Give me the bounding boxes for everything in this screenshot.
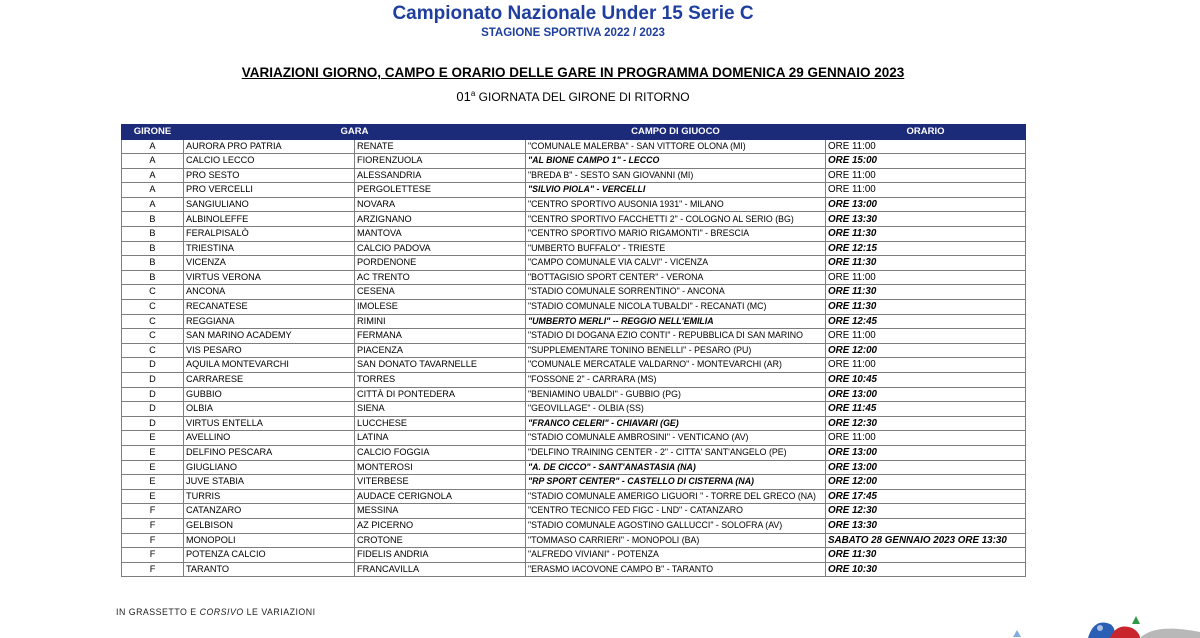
field-cell: "CENTRO SPORTIVO AUSONIA 1931" - MILANO	[526, 197, 826, 212]
table-row	[122, 533, 1026, 548]
away-team-cell: FERMANA	[355, 329, 526, 344]
table-row	[122, 285, 1026, 300]
girone-cell: B	[122, 270, 184, 285]
away-team-cell: ARZIGNANO	[355, 212, 526, 227]
away-team-cell: FIDELIS ANDRIA	[355, 548, 526, 563]
girone-cell: F	[122, 518, 184, 533]
girone-cell: E	[122, 445, 184, 460]
home-team-cell: GELBISON	[184, 518, 355, 533]
away-team-cell: LUCCHESE	[355, 416, 526, 431]
home-team-cell: OLBIA	[184, 402, 355, 417]
girone-cell: D	[122, 373, 184, 388]
home-team-cell: SANGIULIANO	[184, 197, 355, 212]
time-cell: ORE 13:00	[826, 197, 1026, 212]
field-cell: "STADIO COMUNALE SORRENTINO" - ANCONA	[526, 285, 826, 300]
table-row	[122, 300, 1026, 315]
time-cell: ORE 11:00	[826, 358, 1026, 373]
girone-cell: C	[122, 343, 184, 358]
away-team-cell: MESSINA	[355, 504, 526, 519]
away-team-cell: CALCIO PADOVA	[355, 241, 526, 256]
away-team-cell: PIACENZA	[355, 343, 526, 358]
home-team-cell: VIS PESARO	[184, 343, 355, 358]
time-cell: ORE 11:00	[826, 183, 1026, 198]
table-row	[122, 154, 1026, 169]
home-team-cell: REGGIANA	[184, 314, 355, 329]
table-row	[122, 562, 1026, 577]
time-cell: ORE 17:45	[826, 489, 1026, 504]
header-campo: CAMPO DI GIUOCO	[526, 125, 826, 140]
girone-cell: D	[122, 416, 184, 431]
table-row	[122, 139, 1026, 154]
away-team-cell: FIORENZUOLA	[355, 154, 526, 169]
home-team-cell: TRIESTINA	[184, 241, 355, 256]
field-cell: "STADIO COMUNALE AGOSTINO GALLUCCI" - SOLOFRA (AV)	[526, 518, 826, 533]
home-team-cell: DELFINO PESCARA	[184, 445, 355, 460]
field-cell: "TOMMASO CARRIERI" - MONOPOLI (BA)	[526, 533, 826, 548]
home-team-cell: VICENZA	[184, 256, 355, 271]
time-cell: ORE 12:00	[826, 343, 1026, 358]
girone-cell: D	[122, 358, 184, 373]
field-cell: "COMUNALE MALERBA" - SAN VITTORE OLONA (MI)	[526, 139, 826, 154]
table-row	[122, 402, 1026, 417]
girone-cell: B	[122, 256, 184, 271]
legend-note-italic: CORSIVO	[199, 607, 244, 617]
girone-cell: A	[122, 183, 184, 198]
round-text: GIORNATA DEL GIRONE DI RITORNO	[475, 90, 690, 104]
legend-note	[116, 607, 316, 617]
table-row	[122, 416, 1026, 431]
away-team-cell: AUDACE CERIGNOLA	[355, 489, 526, 504]
time-cell: ORE 13:00	[826, 460, 1026, 475]
table-row	[122, 227, 1026, 242]
away-team-cell: NOVARA	[355, 197, 526, 212]
home-team-cell: SAN MARINO ACADEMY	[184, 329, 355, 344]
field-cell: "UMBERTO BUFFALO" - TRIESTE	[526, 241, 826, 256]
away-team-cell: PORDENONE	[355, 256, 526, 271]
home-team-cell: CATANZARO	[184, 504, 355, 519]
table-row	[122, 387, 1026, 402]
home-team-cell: TURRIS	[184, 489, 355, 504]
time-cell: ORE 13:00	[826, 387, 1026, 402]
girone-cell: A	[122, 154, 184, 169]
away-team-cell: VITERBESE	[355, 475, 526, 490]
legend-note-part1: IN GRASSETTO E	[116, 607, 200, 617]
time-cell: ORE 11:30	[826, 300, 1026, 315]
field-cell: "A. DE CICCO" - SANT'ANASTASIA (NA)	[526, 460, 826, 475]
away-team-cell: CESENA	[355, 285, 526, 300]
girone-cell: B	[122, 212, 184, 227]
time-cell: ORE 13:30	[826, 212, 1026, 227]
time-cell: ORE 11:30	[826, 285, 1026, 300]
field-cell: "AL BIONE CAMPO 1" - LECCO	[526, 154, 826, 169]
home-team-cell: ANCONA	[184, 285, 355, 300]
table-row	[122, 212, 1026, 227]
home-team-cell: RECANATESE	[184, 300, 355, 315]
table-row	[122, 168, 1026, 183]
table-row	[122, 343, 1026, 358]
field-cell: "UMBERTO MERLI" -- REGGIO NELL'EMILIA	[526, 314, 826, 329]
table-row	[122, 183, 1026, 198]
home-team-cell: ALBINOLEFFE	[184, 212, 355, 227]
home-team-cell: CALCIO LECCO	[184, 154, 355, 169]
time-cell: ORE 10:30	[826, 562, 1026, 577]
away-team-cell: IMOLESE	[355, 300, 526, 315]
field-cell: "STADIO COMUNALE NICOLA TUBALDI" - RECANATI (MC)	[526, 300, 826, 315]
home-team-cell: PRO SESTO	[184, 168, 355, 183]
home-team-cell: TARANTO	[184, 562, 355, 577]
field-cell: "ERASMO IACOVONE CAMPO B" - TARANTO	[526, 562, 826, 577]
time-cell: ORE 11:00	[826, 139, 1026, 154]
time-cell: ORE 11:45	[826, 402, 1026, 417]
away-team-cell: RENATE	[355, 139, 526, 154]
federation-logo-icon	[1070, 614, 1200, 638]
time-cell: ORE 11:00	[826, 168, 1026, 183]
table-row	[122, 314, 1026, 329]
table-row	[122, 445, 1026, 460]
girone-cell: B	[122, 227, 184, 242]
home-team-cell: VIRTUS VERONA	[184, 270, 355, 285]
girone-cell: C	[122, 300, 184, 315]
girone-cell: E	[122, 489, 184, 504]
home-team-cell: POTENZA CALCIO	[184, 548, 355, 563]
time-cell: ORE 13:30	[826, 518, 1026, 533]
field-cell: "STADIO DI DOGANA EZIO CONTI" - REPUBBLICA DI SAN MARINO	[526, 329, 826, 344]
girone-cell: E	[122, 431, 184, 446]
time-cell: ORE 13:00	[826, 445, 1026, 460]
table-row	[122, 329, 1026, 344]
away-team-cell: AC TRENTO	[355, 270, 526, 285]
home-team-cell: PRO VERCELLI	[184, 183, 355, 198]
field-cell: "SILVIO PIOLA" - VERCELLI	[526, 183, 826, 198]
girone-cell: F	[122, 562, 184, 577]
field-cell: "COMUNALE MERCATALE VALDARNO" - MONTEVARCHI (AR)	[526, 358, 826, 373]
round-number: 01	[456, 89, 471, 104]
variations-headline: VARIAZIONI GIORNO, CAMPO E ORARIO DELLE GARE IN PROGRAMMA DOMENICA 29 GENNAIO 2023	[241, 65, 905, 80]
girone-cell: C	[122, 285, 184, 300]
time-cell: ORE 11:30	[826, 256, 1026, 271]
table-row	[122, 431, 1026, 446]
home-team-cell: AQUILA MONTEVARCHI	[184, 358, 355, 373]
away-team-cell: RIMINI	[355, 314, 526, 329]
home-team-cell: VIRTUS ENTELLA	[184, 416, 355, 431]
away-team-cell: CITTÀ DI PONTEDERA	[355, 387, 526, 402]
girone-cell: F	[122, 533, 184, 548]
field-cell: "SUPPLEMENTARE TONINO BENELLI" - PESARO (PU)	[526, 343, 826, 358]
time-cell: ORE 11:30	[826, 548, 1026, 563]
table-row	[122, 489, 1026, 504]
away-team-cell: FRANCAVILLA	[355, 562, 526, 577]
home-team-cell: MONOPOLI	[184, 533, 355, 548]
header-girone: GIRONE	[122, 125, 184, 140]
girone-cell: A	[122, 197, 184, 212]
away-team-cell: PERGOLETTESE	[355, 183, 526, 198]
girone-cell: F	[122, 548, 184, 563]
field-cell: "DELFINO TRAINING CENTER - 2" - CITTA' SANT'ANGELO (PE)	[526, 445, 826, 460]
table-row	[122, 241, 1026, 256]
table-row	[122, 358, 1026, 373]
girone-cell: C	[122, 314, 184, 329]
time-cell: ORE 12:15	[826, 241, 1026, 256]
field-cell: "CENTRO SPORTIVO FACCHETTI 2" - COLOGNO AL SERIO (BG)	[526, 212, 826, 227]
home-team-cell: FERALPISALÒ	[184, 227, 355, 242]
time-cell: ORE 12:45	[826, 314, 1026, 329]
legend-note-part3: LE VARIAZIONI	[243, 607, 316, 617]
away-team-cell: CROTONE	[355, 533, 526, 548]
away-team-cell: SAN DONATO TAVARNELLE	[355, 358, 526, 373]
field-cell: "CENTRO TECNICO FED FIGC - LND" - CATANZARO	[526, 504, 826, 519]
field-cell: "BENIAMINO UBALDI" - GUBBIO (PG)	[526, 387, 826, 402]
time-cell: ORE 11:00	[826, 431, 1026, 446]
field-cell: "BREDA B" - SESTO SAN GIOVANNI (MI)	[526, 168, 826, 183]
table-header-row	[122, 125, 1026, 140]
away-team-cell: AZ PICERNO	[355, 518, 526, 533]
girone-cell: F	[122, 504, 184, 519]
table-row	[122, 270, 1026, 285]
away-team-cell: MONTEROSI	[355, 460, 526, 475]
away-team-cell: CALCIO FOGGIA	[355, 445, 526, 460]
time-cell: ORE 11:00	[826, 329, 1026, 344]
home-team-cell: JUVE STABIA	[184, 475, 355, 490]
field-cell: "RP SPORT CENTER" - CASTELLO DI CISTERNA (NA)	[526, 475, 826, 490]
season-subtitle: STAGIONE SPORTIVA 2022 / 2023	[481, 27, 665, 39]
home-team-cell: GIUGLIANO	[184, 460, 355, 475]
field-cell: "STADIO COMUNALE AMBROSINI" - VENTICANO (AV)	[526, 431, 826, 446]
girone-cell: A	[122, 168, 184, 183]
field-cell: "FOSSONE 2" - CARRARA (MS)	[526, 373, 826, 388]
time-cell: SABATO 28 GENNAIO 2023 ORE 13:30	[826, 533, 1026, 548]
girone-cell: B	[122, 241, 184, 256]
decorative-mark-icon	[1012, 629, 1022, 638]
away-team-cell: SIENA	[355, 402, 526, 417]
table-row	[122, 548, 1026, 563]
field-cell: "FRANCO CELERI" - CHIAVARI (GE)	[526, 416, 826, 431]
header-gara: GARA	[184, 125, 526, 140]
round-ordinal: a	[470, 89, 476, 98]
field-cell: "STADIO COMUNALE AMERIGO LIGUORI " - TORRE DEL GRECO (NA)	[526, 489, 826, 504]
away-team-cell: TORRES	[355, 373, 526, 388]
away-team-cell: ALESSANDRIA	[355, 168, 526, 183]
time-cell: ORE 11:30	[826, 227, 1026, 242]
home-team-cell: GUBBIO	[184, 387, 355, 402]
girone-cell: A	[122, 139, 184, 154]
field-cell: "CENTRO SPORTIVO MARIO RIGAMONTI" - BRESCIA	[526, 227, 826, 242]
home-team-cell: CARRARESE	[184, 373, 355, 388]
field-cell: "BOTTAGISIO SPORT CENTER" - VERONA	[526, 270, 826, 285]
time-cell: ORE 12:00	[826, 475, 1026, 490]
time-cell: ORE 12:30	[826, 416, 1026, 431]
girone-cell: E	[122, 460, 184, 475]
girone-cell: D	[122, 402, 184, 417]
matches-body	[122, 139, 1026, 577]
away-team-cell: MANTOVA	[355, 227, 526, 242]
matches-table	[121, 124, 1026, 577]
girone-cell: E	[122, 475, 184, 490]
home-team-cell: AVELLINO	[184, 431, 355, 446]
home-team-cell: AURORA PRO PATRIA	[184, 139, 355, 154]
girone-cell: C	[122, 329, 184, 344]
table-row	[122, 504, 1026, 519]
table-row	[122, 373, 1026, 388]
time-cell: ORE 12:30	[826, 504, 1026, 519]
field-cell: "CAMPO COMUNALE VIA CALVI" - VICENZA	[526, 256, 826, 271]
away-team-cell: LATINA	[355, 431, 526, 446]
time-cell: ORE 15:00	[826, 154, 1026, 169]
table-row	[122, 518, 1026, 533]
table-row	[122, 197, 1026, 212]
table-row	[122, 475, 1026, 490]
round-label	[0, 87, 1146, 104]
table-row	[122, 256, 1026, 271]
field-cell: "ALFREDO VIVIANI" - POTENZA	[526, 548, 826, 563]
time-cell: ORE 10:45	[826, 373, 1026, 388]
table-row	[122, 460, 1026, 475]
header-orario: ORARIO	[826, 125, 1026, 140]
time-cell: ORE 11:00	[826, 270, 1026, 285]
document-title: Campionato Nazionale Under 15 Serie C	[392, 3, 754, 24]
field-cell: "GEOVILLAGE" - OLBIA (SS)	[526, 402, 826, 417]
girone-cell: D	[122, 387, 184, 402]
